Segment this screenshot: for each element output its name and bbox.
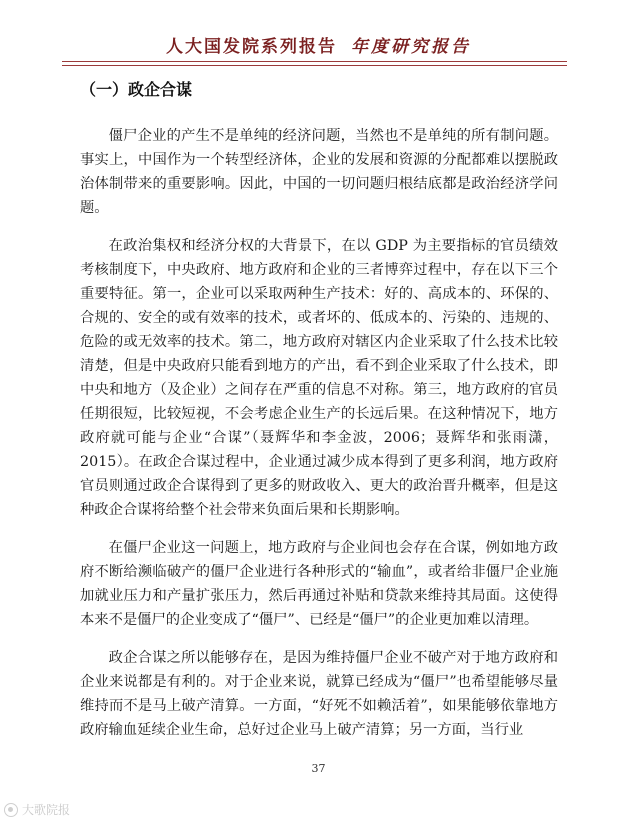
paragraph: 僵尸企业的产生不是单纯的经济问题，当然也不是单纯的所有制问题。事实上，中国作为一个转型经济体，企业的发展和资源的分配都难以摆脱政治体制带来的重要影响。因此，中国的一切问题归根结底都是政治经济学问题。 — [80, 128, 558, 216]
report-title: 年度研究报告 — [351, 37, 471, 57]
series-title: 人大国发院系列报告 — [166, 37, 337, 57]
report-header — [0, 32, 637, 57]
page-number: 37 — [311, 762, 326, 775]
watermark — [4, 801, 70, 818]
header-rule-thick — [62, 61, 567, 62]
header-rule-thin — [62, 65, 567, 66]
paragraph: 在僵尸企业这一问题上，地方政府与企业间也会存在合谋，例如地方政府不断给濒临破产的僵尸企业进行各种形式的“输血”，或者给非僵尸企业施加就业压力和产量扩张压力，然后再通过补贴和贷款来维持其局面。这使得本来不是僵尸的企业变成了“僵尸”、已经是“僵尸”的企业更加难以清理。 — [80, 540, 558, 628]
paragraph: 在政治集权和经济分权的大背景下，在以 GDP 为主要指标的官员绩效考核制度下，中央政府、地方政府和企业的三者博弈过程中，存在以下三个重要特征。第一，企业可以采取两种生产技术：好的、高成本的、环保的、合规的、安全的或有效率的技术，或者坏的、低成本的、污染的、违规的、危险的或无效率的技术。第二，地方政府对辖区内企业采取了什么技术比较清楚，但是中央政府只能看到地方的产出，看不到企业采取了什么技术，即中央和地方（及企业）之间存在严重的信息不对称。第三，地方政府的官员任期很短，比较短视，不会考虑企业生产的长远后果。在这种情况下，地方政府就可能与企业“合谋”（聂辉华和李金波，2006；聂辉华和张雨潇，2015）。在政企合谋过程中，企业通过减少成本得到了更多利润，地方政府官员则通过政企合谋得到了更多的财政收入、更大的政治晋升概率，但是这种政企合谋将给整个社会带来负面后果和长期影响。 — [80, 238, 558, 518]
paragraph: 政企合谋之所以能够存在，是因为维持僵尸企业不破产对于地方政府和企业来说都是有利的。对于企业来说，就算已经成为“僵尸”也希望能够尽量维持而不是马上破产清算。一方面，“好死不如赖活着”，如果能够依靠地方政府输血延续企业生命，总好过企业马上破产清算；另一方面，当行业 — [80, 650, 558, 738]
watermark-logo-icon — [4, 803, 18, 817]
body-text — [80, 124, 558, 756]
watermark-text: 大歌院报 — [22, 803, 71, 817]
section-title: （一）政企合谋 — [80, 80, 193, 99]
